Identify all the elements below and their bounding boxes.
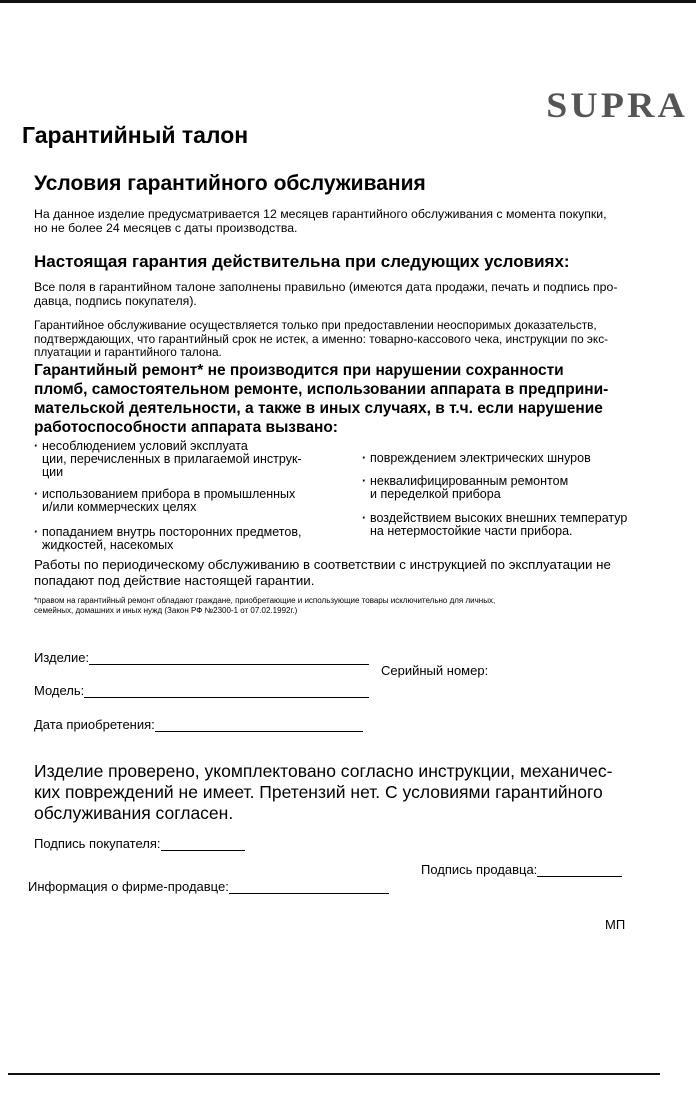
- buyer-signature-field: [34, 836, 245, 851]
- model-input-line[interactable]: [84, 683, 369, 698]
- list-item: [34, 526, 301, 552]
- text-line: и переделкой прибора: [370, 487, 501, 501]
- text-line: ции: [42, 465, 64, 479]
- seller-signature-line[interactable]: [537, 862, 622, 877]
- seller-info-line[interactable]: [229, 879, 389, 894]
- list-item: [362, 475, 568, 501]
- buyer-signature-label: Подпись покупателя:: [34, 836, 161, 851]
- list-item: [362, 452, 591, 465]
- list-item: [34, 488, 295, 514]
- seller-signature-label: Подпись продавца:: [421, 862, 538, 877]
- seller-info-field: [28, 879, 389, 894]
- purchase-date-field: [34, 717, 363, 732]
- product-input-line[interactable]: [89, 650, 369, 665]
- text-line: ких повреждений не имеет. Претензий нет. С условиями гарантийного: [34, 782, 603, 802]
- text-line: плуатации и гарантийного талона.: [34, 345, 222, 359]
- top-rule: [0, 0, 696, 3]
- product-field: [34, 650, 369, 665]
- text-line: ции, перечисленных в прилагаемой инструк-: [42, 452, 302, 466]
- text-line: *правом на гарантийный ремонт обладают граждане, приобретающие и использующие товары исключительно для личных,: [34, 596, 496, 605]
- text-line: семейных, домашних и иных нужд (Закон РФ №2300-1 от 07.02.1992г.): [34, 605, 298, 615]
- bottom-rule: [8, 1073, 660, 1075]
- text-line: Изделие проверено, укомплектовано согласно инструкции, механичес-: [34, 761, 613, 781]
- text-line: работоспособности аппарата вызвано:: [34, 419, 338, 436]
- conditions-heading: Условия гарантийного обслуживания: [34, 172, 426, 195]
- seller-signature-field: [421, 862, 622, 877]
- list-item: [362, 512, 627, 538]
- text-line: жидкостей, насекомых: [42, 538, 174, 552]
- text-line: мательской деятельности, а также в иных случаях, в т.ч. если нарушение: [34, 400, 603, 417]
- text-line: Все поля в гарантийном талоне заполнены правильно (имеются дата продажи, печать и подпись про-: [34, 280, 618, 294]
- brand-logo: SUPRA: [546, 85, 688, 125]
- periodic-maintenance-note: [34, 557, 674, 588]
- text-line: Гарантийный ремонт* не производится при нарушении сохранности: [34, 362, 564, 379]
- text-line: · повреждением электрических шнуров: [370, 451, 591, 465]
- bullets-right: [362, 452, 672, 542]
- serial-number-label: Серийный номер:: [381, 663, 489, 678]
- list-item: [34, 440, 302, 479]
- text-line: Гарантийное обслуживание осуществляется только при предоставлении неоспоримых доказательств,: [34, 318, 597, 332]
- seller-info-label: Информация о фирме-продавце:: [28, 879, 229, 894]
- warranty-exclusions: [34, 361, 674, 437]
- purchase-date-input-line[interactable]: [155, 717, 363, 732]
- text-line: давца, подпись покупателя).: [34, 293, 197, 308]
- buyer-signature-line[interactable]: [161, 836, 245, 851]
- text-line: на нетермостойкие части прибора.: [370, 524, 573, 538]
- product-label: Изделие:: [34, 650, 90, 665]
- text-line: обслуживания согласен.: [34, 803, 234, 823]
- model-label: Модель:: [34, 683, 85, 698]
- text-line: · использованием прибора в промышленных: [42, 487, 296, 501]
- footnote: [34, 596, 664, 615]
- purchase-date-label: Дата приобретения:: [34, 717, 155, 732]
- text-line: попадают под действие настоящей гарантии.: [34, 572, 315, 588]
- conditions-intro: [34, 208, 664, 235]
- validity-paragraph-1: [34, 281, 664, 308]
- model-field: [34, 683, 369, 698]
- page-title: Гарантийный талон: [22, 122, 249, 148]
- text-line: но не более 24 месяцев с даты производства.: [34, 220, 298, 235]
- text-line: · воздействием высоких внешних температур: [370, 511, 628, 525]
- text-line: Работы по периодическому обслуживанию в соответствии с инструкцией по эксплуатации не: [34, 557, 611, 572]
- acceptance-statement: [34, 761, 664, 824]
- text-line: · неквалифицированным ремонтом: [370, 474, 569, 488]
- text-line: · попаданием внутрь посторонних предметов,: [42, 525, 302, 539]
- text-line: пломб, самостоятельном ремонте, использовании аппарата в предприни-: [34, 381, 609, 398]
- bullets-left: [34, 440, 344, 555]
- stamp-label: МП: [605, 917, 626, 932]
- validity-heading: Настоящая гарантия действительна при следующих условиях:: [34, 252, 570, 271]
- text-line: · несоблюдением условий эксплуата: [42, 439, 248, 453]
- text-line: подтверждающих, что гарантийный срок не истек, а именно: товарно-кассового чека, инструкции по экс-: [34, 331, 609, 346]
- validity-paragraph-2: [34, 319, 664, 360]
- text-line: На данное изделие предусматривается 12 месяцев гарантийного обслуживания с момента покупки,: [34, 207, 607, 221]
- text-line: и/или коммерческих целях: [42, 500, 197, 514]
